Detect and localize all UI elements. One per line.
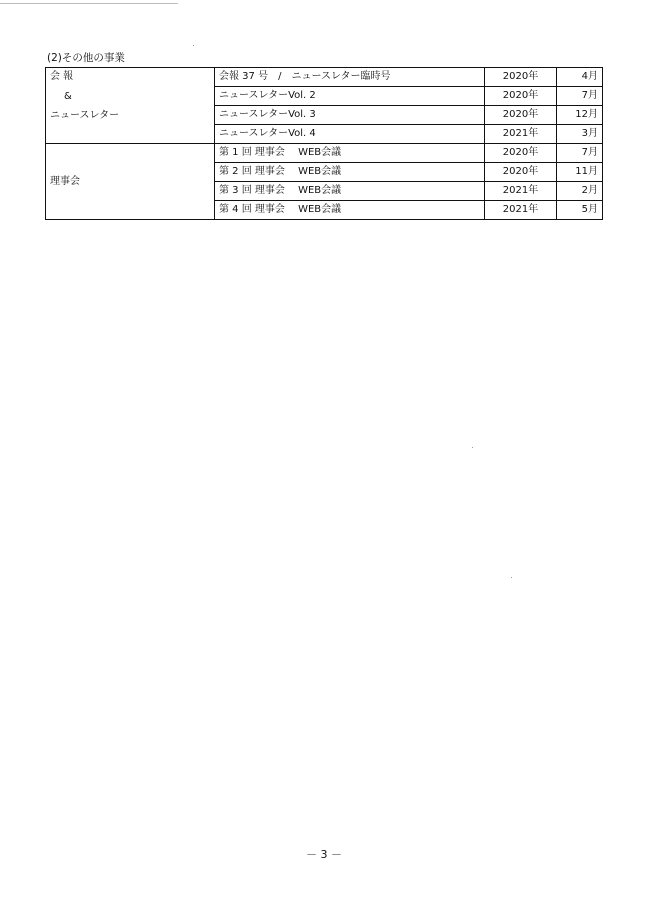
month-cell: 12月 (557, 106, 603, 125)
year-cell: 2020年 (485, 68, 557, 87)
event-cell: 会報 37 号 / ニュースレター臨時号 (215, 68, 485, 87)
year-cell: 2021年 (485, 201, 557, 220)
category-label: & (64, 90, 72, 102)
event-cell: ニュースレターVol. 2 (215, 87, 485, 106)
scan-speck (511, 577, 512, 578)
scan-top-rule (0, 3, 178, 4)
section-title: (2)その他の事業 (47, 52, 125, 64)
month-cell: 4月 (557, 68, 603, 87)
month-cell: 7月 (557, 87, 603, 106)
year-cell: 2020年 (485, 106, 557, 125)
year-cell: 2021年 (485, 125, 557, 144)
year-cell: 2021年 (485, 182, 557, 201)
year-cell: 2020年 (485, 163, 557, 182)
event-cell: 第 1 回 理事会 WEB会議 (215, 144, 485, 163)
event-cell: ニュースレターVol. 4 (215, 125, 485, 144)
category-cell-board (46, 144, 215, 220)
month-cell: 11月 (557, 163, 603, 182)
table-row (46, 144, 603, 163)
category-label: ニュースレター (50, 110, 120, 121)
category-label: 理事会 (50, 175, 80, 187)
event-cell: 第 3 回 理事会 WEB会議 (215, 182, 485, 201)
month-cell: 2月 (557, 182, 603, 201)
year-cell: 2020年 (485, 87, 557, 106)
category-label: 会 報 (50, 71, 74, 82)
activities-table (45, 67, 603, 220)
page-number: － 3 － (306, 848, 342, 861)
category-cell-newsletter (46, 68, 215, 144)
event-cell: 第 4 回 理事会 WEB会議 (215, 201, 485, 220)
event-cell: ニュースレターVol. 3 (215, 106, 485, 125)
scan-speck (472, 447, 473, 448)
table-row (46, 68, 603, 87)
event-cell: 第 2 回 理事会 WEB会議 (215, 163, 485, 182)
month-cell: 5月 (557, 201, 603, 220)
month-cell: 7月 (557, 144, 603, 163)
year-cell: 2020年 (485, 144, 557, 163)
scan-speck (193, 45, 194, 46)
month-cell: 3月 (557, 125, 603, 144)
